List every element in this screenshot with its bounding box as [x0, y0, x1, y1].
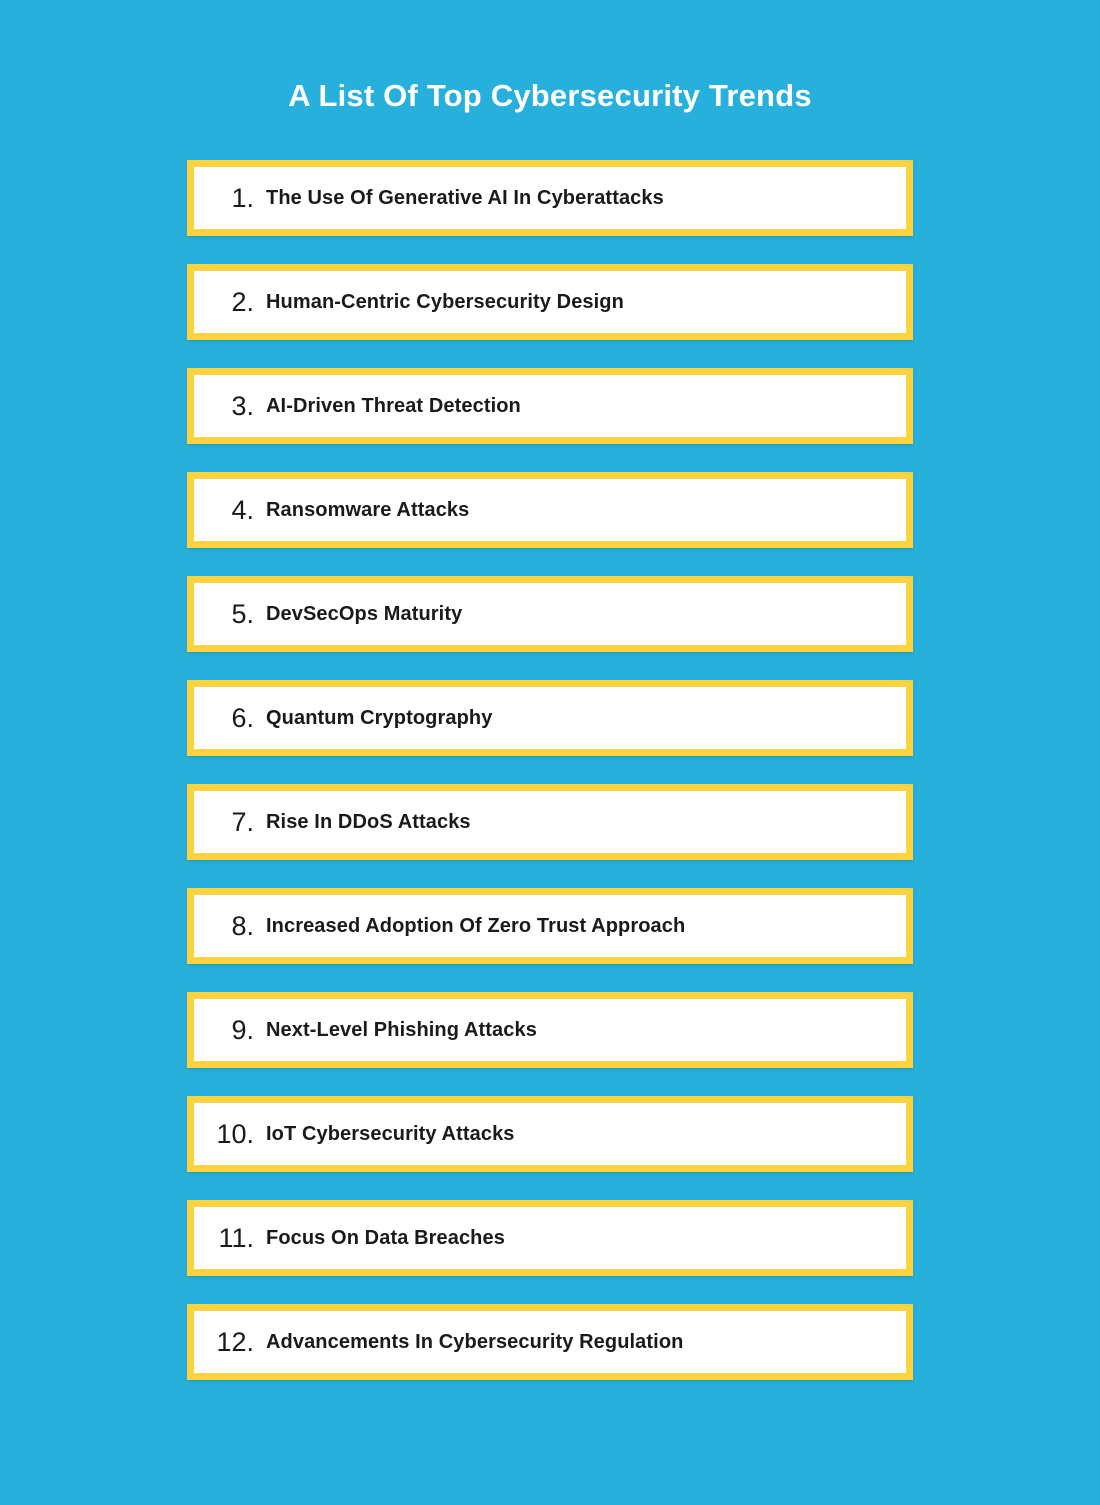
list-item-label: Focus On Data Breaches [266, 1226, 505, 1249]
list-item-number: 9. [231, 1014, 254, 1045]
list-item-number: 7. [231, 806, 254, 837]
list-item-number: 4. [231, 494, 254, 525]
list-item [187, 888, 913, 964]
list-item-number: 3. [231, 390, 254, 421]
list-item-number: 12. [216, 1326, 254, 1357]
list-item [187, 1200, 913, 1276]
list-item-label: Advancements In Cybersecurity Regulation [266, 1330, 684, 1353]
list-item [187, 264, 913, 340]
list-item [187, 576, 913, 652]
list-item-label: Quantum Cryptography [266, 706, 493, 729]
list-item [187, 368, 913, 444]
list-item-label: The Use Of Generative AI In Cyberattacks [266, 186, 664, 209]
list-item-label: IoT Cybersecurity Attacks [266, 1122, 515, 1145]
list-item [187, 784, 913, 860]
list-item-number: 8. [231, 910, 254, 941]
list-item-label: Next-Level Phishing Attacks [266, 1018, 537, 1041]
list-item [187, 680, 913, 756]
list-item-label: Increased Adoption Of Zero Trust Approach [266, 914, 686, 937]
list-item-number: 10. [216, 1118, 254, 1149]
list-item-label: DevSecOps Maturity [266, 602, 463, 625]
page-title: A List Of Top Cybersecurity Trends [288, 78, 812, 113]
list-item [187, 1096, 913, 1172]
list-item [187, 1304, 913, 1380]
list-item [187, 992, 913, 1068]
list-item-number: 5. [231, 598, 254, 629]
list-item-number: 11. [218, 1222, 254, 1253]
list-item-number: 1. [231, 182, 254, 213]
list-item-label: AI-Driven Threat Detection [266, 394, 521, 417]
list-item-number: 2. [231, 286, 254, 317]
list-item [187, 160, 913, 236]
list-item-label: Human-Centric Cybersecurity Design [266, 290, 624, 313]
list-item-number: 6. [231, 702, 254, 733]
list-item-label: Rise In DDoS Attacks [266, 810, 471, 833]
trends-list [187, 160, 913, 1380]
list-item [187, 472, 913, 548]
list-item-label: Ransomware Attacks [266, 498, 470, 521]
